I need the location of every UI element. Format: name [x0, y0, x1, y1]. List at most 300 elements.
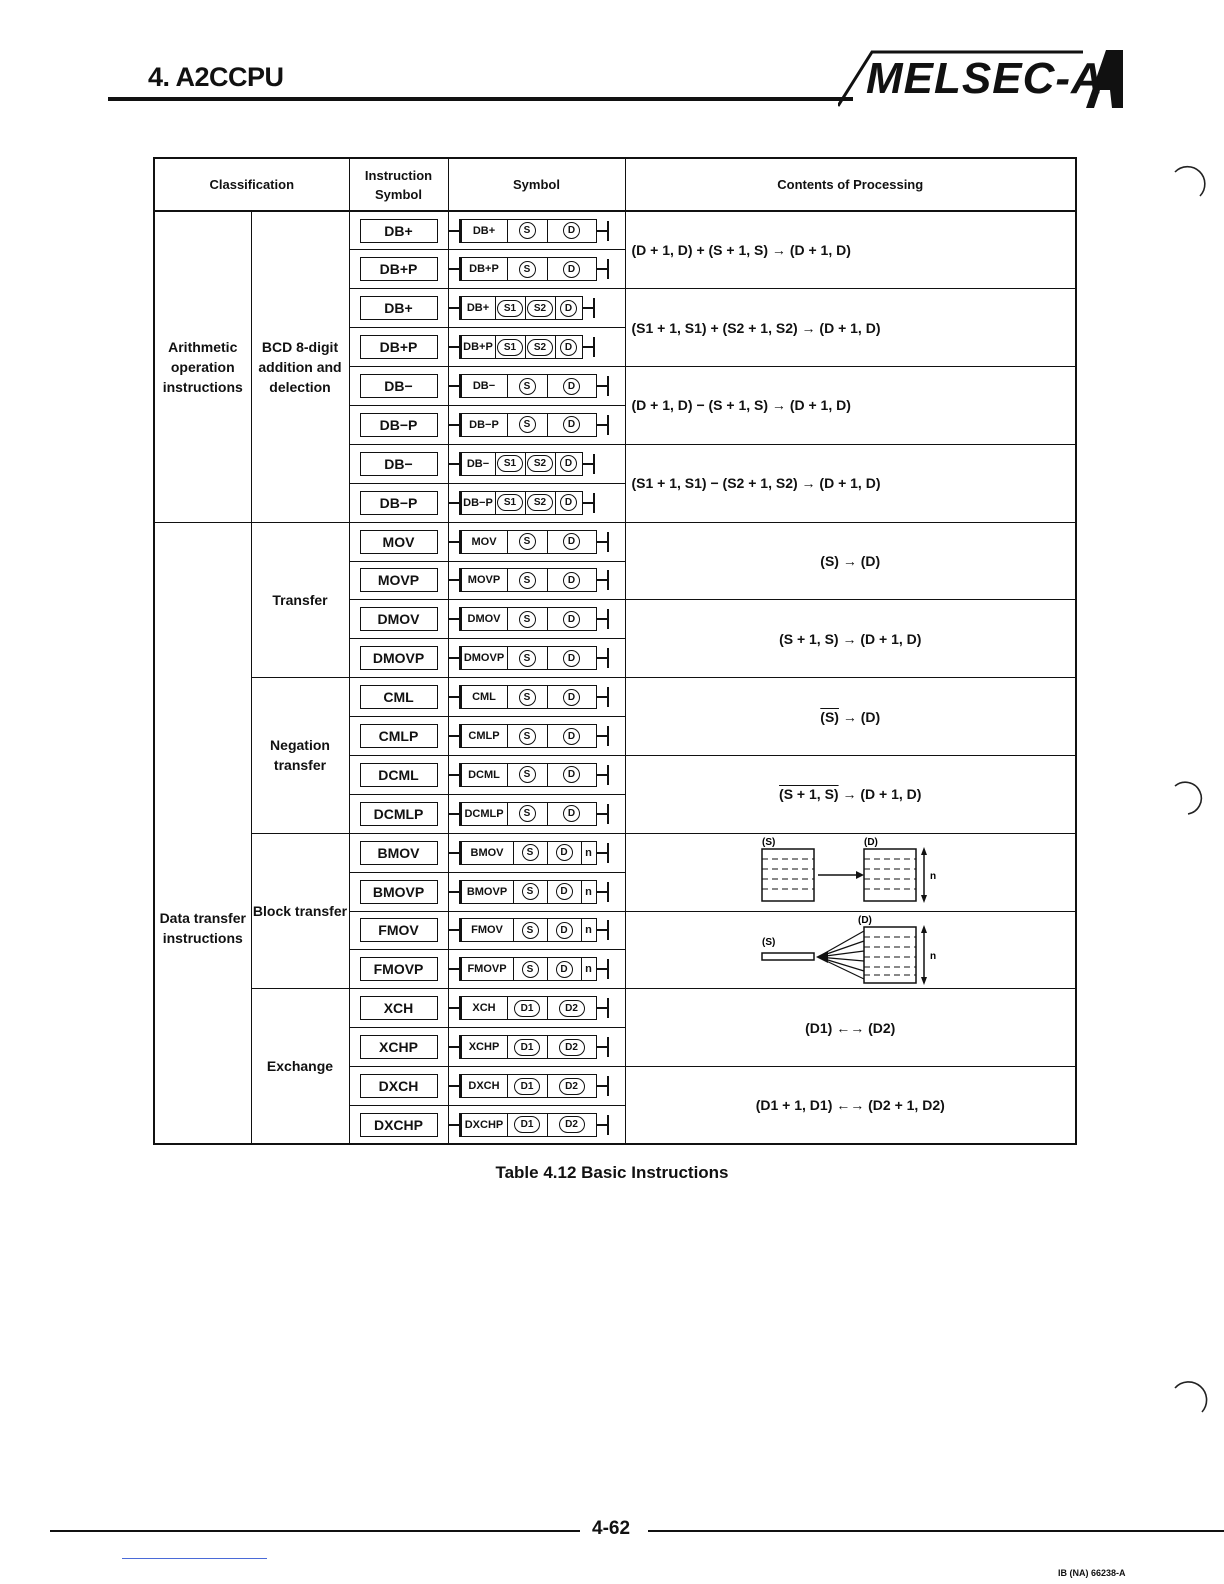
fill-move-diagram-cell — [625, 911, 1076, 989]
block-move-diagram — [758, 835, 978, 909]
ladder-symbol — [449, 996, 625, 1020]
instruction-cell — [349, 1105, 448, 1144]
symbol-field — [556, 453, 582, 475]
operand-s-icon: S — [519, 805, 536, 822]
symbol-cell — [448, 755, 625, 794]
symbol-cell — [448, 911, 625, 950]
symbol-field — [462, 1114, 508, 1136]
ladder-line-right — [597, 579, 607, 581]
operand-n: n — [585, 885, 592, 898]
instruction-symbol: DB+P — [360, 257, 438, 281]
ladder-rail — [607, 415, 609, 435]
symbol-field — [548, 997, 596, 1019]
ladder-line-right — [597, 1124, 607, 1126]
ladder-symbol — [449, 530, 625, 554]
operand-s-icon: S — [519, 261, 536, 278]
processing-cell: (S1 + 1, S1) + (S2 + 1, S2) → (D + 1, D) — [625, 289, 1076, 367]
ladder-symbol — [449, 685, 625, 709]
symbol-field — [508, 414, 548, 436]
symbol-field — [508, 258, 548, 280]
operand-n: n — [585, 963, 592, 976]
ladder-box — [459, 491, 583, 515]
symbol-field — [514, 958, 548, 980]
ladder-line-right — [597, 968, 607, 970]
ladder-line-left — [449, 541, 459, 543]
symbol-cell — [448, 561, 625, 600]
ladder-box — [459, 685, 597, 709]
ladder-symbol — [449, 257, 625, 281]
ladder-line-left — [449, 463, 459, 465]
ladder-line-right — [583, 463, 593, 465]
symbol-field — [548, 414, 596, 436]
instruction-cell — [349, 717, 448, 756]
operand-s-icon: S — [519, 650, 536, 667]
operand-d-icon: D — [563, 611, 580, 628]
symbol-field — [508, 647, 548, 669]
symbol-field — [508, 764, 548, 786]
ladder-rail — [607, 959, 609, 979]
class-data-transfer: Data transfer instructions — [154, 522, 251, 1144]
processing-cell: (D + 1, D) + (S + 1, S) → (D + 1, D) — [625, 211, 1076, 289]
ladder-rail — [607, 882, 609, 902]
instruction-cell — [349, 755, 448, 794]
ladder-rail — [607, 221, 609, 241]
symbol-name: MOV — [471, 535, 497, 548]
fill-move-diagram — [758, 913, 978, 987]
symbol-field — [548, 608, 596, 630]
symbol-cell — [448, 600, 625, 639]
instruction-symbol: DB+ — [360, 296, 438, 320]
symbol-field — [508, 569, 548, 591]
header-instruction-symbol: Instruction Symbol — [349, 158, 448, 211]
block-move-diagram-cell — [625, 833, 1076, 911]
ladder-box — [459, 374, 597, 398]
ladder-line-right — [597, 696, 607, 698]
symbol-field — [508, 531, 548, 553]
source-block — [762, 849, 814, 901]
symbol-cell — [448, 794, 625, 833]
table-row — [154, 833, 1076, 872]
ladder-box — [459, 413, 597, 437]
operand-d-icon: D — [563, 766, 580, 783]
operand-s-icon: S — [519, 222, 536, 239]
symbol-field — [462, 919, 514, 941]
instruction-cell — [349, 989, 448, 1028]
ladder-line-right — [597, 268, 607, 270]
header-symbol: Symbol — [448, 158, 625, 211]
symbol-cell — [448, 328, 625, 367]
processing-cell: (D1) ←→ (D2) — [625, 989, 1076, 1067]
ladder-symbol — [449, 374, 625, 398]
ladder-symbol — [449, 802, 625, 826]
instruction-symbol: FMOV — [360, 918, 438, 942]
symbol-field — [514, 881, 548, 903]
operand-s-icon: S — [519, 766, 536, 783]
operand-s-icon: S — [519, 689, 536, 706]
symbol-field — [462, 958, 514, 980]
operand-s1-icon: S1 — [497, 455, 523, 472]
symbol-field — [462, 647, 508, 669]
operand-s-icon: S — [519, 611, 536, 628]
instruction-symbol: DB−P — [360, 491, 438, 515]
symbol-field — [496, 453, 526, 475]
ladder-symbol — [449, 1035, 625, 1059]
ladder-line-right — [597, 852, 607, 854]
ladder-box — [459, 257, 597, 281]
ladder-symbol — [449, 880, 625, 904]
ladder-symbol — [449, 296, 625, 320]
symbol-field — [462, 881, 514, 903]
ladder-box — [459, 452, 583, 476]
dest-block — [864, 849, 916, 901]
ladder-line-left — [449, 891, 459, 893]
operand-s2-icon: S2 — [527, 455, 553, 472]
ladder-rail — [607, 532, 609, 552]
symbol-field — [548, 881, 582, 903]
ladder-rail — [593, 337, 595, 357]
instruction-symbol: CML — [360, 685, 438, 709]
processing-cell: (S + 1, S) → (D + 1, D) — [625, 600, 1076, 678]
operand-n: n — [585, 924, 592, 937]
symbol-name: CML — [472, 691, 496, 704]
symbol-name: DCMLP — [464, 807, 504, 820]
symbol-cell — [448, 211, 625, 250]
symbol-field — [496, 297, 526, 319]
symbol-field — [462, 531, 508, 553]
ladder-rail — [607, 726, 609, 746]
symbol-field — [548, 647, 596, 669]
operand-d-icon: D — [563, 378, 580, 395]
document-id: IB (NA) 66238-A — [1058, 1568, 1126, 1578]
diagram-s-label: (S) — [761, 936, 775, 948]
symbol-field — [548, 919, 582, 941]
operand-d-icon: D — [563, 805, 580, 822]
operand-s-icon: S — [522, 961, 539, 978]
instruction-cell — [349, 911, 448, 950]
ladder-line-right — [597, 541, 607, 543]
symbol-name: DCML — [468, 768, 500, 781]
symbol-field — [462, 764, 508, 786]
ladder-box — [459, 724, 597, 748]
symbol-field — [508, 686, 548, 708]
operand-d-icon: D — [556, 883, 573, 900]
instruction-cell — [349, 250, 448, 289]
symbol-field — [462, 414, 508, 436]
operand-d2-icon: D2 — [559, 1000, 585, 1017]
instruction-cell — [349, 289, 448, 328]
symbol-field — [462, 220, 508, 242]
ladder-box — [459, 1035, 597, 1059]
punch-hole-icon — [1170, 160, 1210, 200]
ladder-symbol — [449, 607, 625, 631]
ladder-line-right — [597, 929, 607, 931]
ladder-line-right — [583, 307, 593, 309]
operand-s-icon: S — [519, 728, 536, 745]
symbol-field — [548, 686, 596, 708]
symbol-field — [548, 258, 596, 280]
processing-cell — [625, 678, 1076, 756]
symbol-field — [508, 803, 548, 825]
symbol-field — [508, 1075, 548, 1097]
operand-d-icon: D — [563, 533, 580, 550]
instruction-cell — [349, 678, 448, 717]
ladder-line-right — [597, 813, 607, 815]
symbol-cell — [448, 833, 625, 872]
ladder-line-left — [449, 1007, 459, 1009]
operand-d1-icon: D1 — [514, 1039, 540, 1056]
instruction-cell — [349, 639, 448, 678]
symbol-cell — [448, 483, 625, 522]
ladder-rail — [593, 454, 595, 474]
symbol-field — [508, 375, 548, 397]
processing-cell: (S) → (D) — [625, 522, 1076, 600]
punch-hole-icon — [1170, 776, 1210, 816]
ladder-box — [459, 918, 597, 942]
operand-d-icon: D — [560, 494, 577, 511]
class-arithmetic: Arithmetic operation instructions — [154, 211, 251, 522]
instruction-cell — [349, 794, 448, 833]
operand-d1-icon: D1 — [514, 1078, 540, 1095]
ladder-line-left — [449, 968, 459, 970]
ladder-rail — [593, 493, 595, 513]
symbol-field — [548, 1075, 596, 1097]
instruction-cell — [349, 561, 448, 600]
ladder-symbol — [449, 724, 625, 748]
ladder-box — [459, 335, 583, 359]
processing-cell: (D + 1, D) − (S + 1, S) → (D + 1, D) — [625, 367, 1076, 445]
operand-d2-icon: D2 — [559, 1039, 585, 1056]
instruction-symbol: DCML — [360, 763, 438, 787]
ladder-symbol — [449, 1113, 625, 1137]
instruction-symbol: DXCHP — [360, 1113, 438, 1137]
ladder-box — [459, 1113, 597, 1137]
symbol-field — [462, 258, 508, 280]
symbol-field — [508, 608, 548, 630]
ladder-line-right — [597, 657, 607, 659]
ladder-rail — [607, 1076, 609, 1096]
symbol-field — [526, 336, 556, 358]
instruction-symbol: DB+P — [360, 335, 438, 359]
ladder-rail — [607, 1037, 609, 1057]
operand-d-icon: D — [560, 455, 577, 472]
symbol-field — [548, 1036, 596, 1058]
symbol-cell — [448, 989, 625, 1028]
processing-cell: (D1 + 1, D1) ←→ (D2 + 1, D2) — [625, 1067, 1076, 1145]
symbol-name: DB+P — [463, 341, 493, 354]
ladder-line-left — [449, 696, 459, 698]
diagram-n-label: n — [929, 950, 936, 962]
ladder-line-left — [449, 579, 459, 581]
symbol-name: DB−P — [469, 418, 499, 431]
ladder-line-left — [449, 268, 459, 270]
instruction-cell — [349, 872, 448, 911]
operand-d-icon: D — [556, 922, 573, 939]
symbol-name: BMOV — [470, 846, 504, 859]
chapter-title: 4. A2CCPU — [148, 62, 284, 92]
symbol-field — [556, 297, 582, 319]
ladder-symbol — [449, 452, 625, 476]
symbol-name: DB+ — [472, 224, 496, 237]
operand-d-icon: D — [560, 339, 577, 356]
source-word — [762, 953, 814, 960]
footer-rule-right — [648, 1530, 1224, 1532]
instruction-cell — [349, 522, 448, 561]
dest-block-lines — [864, 859, 916, 889]
instruction-symbol: BMOVP — [360, 880, 438, 904]
instruction-cell — [349, 211, 448, 250]
ladder-line-left — [449, 502, 459, 504]
operand-s-icon: S — [519, 572, 536, 589]
symbol-field — [582, 919, 596, 941]
page-number: 4-62 — [592, 1518, 631, 1539]
symbol-name: DB+P — [469, 263, 499, 276]
symbol-field — [526, 453, 556, 475]
symbol-cell — [448, 950, 625, 989]
symbol-name: FMOV — [471, 924, 503, 937]
scan-artifact-line — [122, 1558, 267, 1559]
ladder-line-left — [449, 813, 459, 815]
ladder-line-right — [597, 1046, 607, 1048]
ladder-line-right — [583, 346, 593, 348]
symbol-field — [548, 958, 582, 980]
symbol-name: XCH — [472, 1002, 496, 1015]
processing-negated: (S) — [820, 708, 839, 725]
symbol-field — [462, 569, 508, 591]
ladder-rail — [607, 920, 609, 940]
symbol-cell — [448, 717, 625, 756]
table-row — [154, 989, 1076, 1028]
ladder-line-left — [449, 1046, 459, 1048]
ladder-line-left — [449, 618, 459, 620]
operand-d-icon: D — [563, 728, 580, 745]
punch-hole-icon — [1170, 1376, 1210, 1416]
symbol-field — [556, 492, 582, 514]
processing-text: → (D) — [838, 708, 881, 725]
ladder-rail — [607, 687, 609, 707]
instruction-cell — [349, 483, 448, 522]
symbol-field — [582, 958, 596, 980]
symbol-field — [508, 1036, 548, 1058]
symbol-name: DB−P — [463, 496, 493, 509]
operand-s2-icon: S2 — [527, 300, 553, 317]
symbol-field — [462, 297, 496, 319]
symbol-cell — [448, 367, 625, 406]
processing-text: → (D + 1, D) — [838, 786, 922, 803]
ladder-line-right — [597, 230, 607, 232]
operand-s2-icon: S2 — [527, 494, 553, 511]
table-row — [154, 522, 1076, 561]
processing-cell: (S1 + 1, S1) − (S2 + 1, S2) → (D + 1, D) — [625, 444, 1076, 522]
symbol-cell — [448, 639, 625, 678]
symbol-field — [462, 686, 508, 708]
operand-s1-icon: S1 — [497, 339, 523, 356]
footer-rule-left — [50, 1530, 580, 1532]
instruction-symbol: MOVP — [360, 568, 438, 592]
operand-s2-icon: S2 — [527, 339, 553, 356]
ladder-line-left — [449, 929, 459, 931]
ladder-box — [459, 841, 597, 865]
ladder-line-left — [449, 774, 459, 776]
ladder-line-left — [449, 230, 459, 232]
subclass-negation: Negation transfer — [251, 678, 349, 834]
symbol-name: DB− — [466, 457, 490, 470]
ladder-line-left — [449, 735, 459, 737]
subclass-transfer: Transfer — [251, 522, 349, 678]
operand-d-icon: D — [563, 572, 580, 589]
symbol-cell — [448, 678, 625, 717]
operand-d1-icon: D1 — [514, 1116, 540, 1133]
symbol-field — [462, 1036, 508, 1058]
symbol-field — [462, 608, 508, 630]
instruction-cell — [349, 833, 448, 872]
ladder-rail — [593, 298, 595, 318]
ladder-line-right — [597, 1007, 607, 1009]
ladder-box — [459, 296, 583, 320]
diagram-d-label: (D) — [863, 837, 878, 849]
basic-instructions-table — [153, 157, 1077, 1145]
processing-cell — [625, 755, 1076, 833]
ladder-line-right — [597, 774, 607, 776]
ladder-symbol — [449, 413, 625, 437]
symbol-field — [462, 336, 496, 358]
ladder-rail — [607, 609, 609, 629]
ladder-line-right — [597, 618, 607, 620]
diagram-n-label: n — [929, 871, 936, 883]
instruction-symbol: DMOV — [360, 607, 438, 631]
ladder-symbol — [449, 841, 625, 865]
symbol-field — [548, 725, 596, 747]
symbol-field — [526, 492, 556, 514]
symbol-field — [508, 1114, 548, 1136]
dest-block-lines — [864, 937, 916, 975]
table-row — [154, 211, 1076, 250]
instruction-symbol: XCHP — [360, 1035, 438, 1059]
ladder-line-right — [583, 502, 593, 504]
instruction-cell — [349, 1028, 448, 1067]
ladder-rail — [607, 765, 609, 785]
symbol-field — [508, 997, 548, 1019]
instruction-cell — [349, 950, 448, 989]
symbol-field — [508, 220, 548, 242]
header-rule — [108, 97, 853, 101]
instruction-cell — [349, 444, 448, 483]
symbol-field — [462, 842, 514, 864]
ladder-box — [459, 763, 597, 787]
ladder-rail — [607, 804, 609, 824]
ladder-rail — [607, 998, 609, 1018]
symbol-cell — [448, 1067, 625, 1106]
ladder-rail — [607, 1115, 609, 1135]
symbol-field — [548, 842, 582, 864]
ladder-box — [459, 996, 597, 1020]
subclass-block: Block transfer — [251, 833, 349, 989]
operand-s-icon: S — [519, 533, 536, 550]
ladder-box — [459, 1074, 597, 1098]
ladder-rail — [607, 648, 609, 668]
operand-d2-icon: D2 — [559, 1078, 585, 1095]
symbol-field — [496, 492, 526, 514]
symbol-field — [556, 336, 582, 358]
symbol-name: DXCH — [468, 1080, 500, 1093]
instruction-cell — [349, 405, 448, 444]
header-contents: Contents of Processing — [625, 158, 1076, 211]
operand-d-icon: D — [556, 961, 573, 978]
ladder-line-right — [597, 891, 607, 893]
symbol-field — [462, 492, 496, 514]
instruction-symbol: FMOVP — [360, 957, 438, 981]
operand-d1-icon: D1 — [514, 1000, 540, 1017]
ladder-line-left — [449, 1085, 459, 1087]
